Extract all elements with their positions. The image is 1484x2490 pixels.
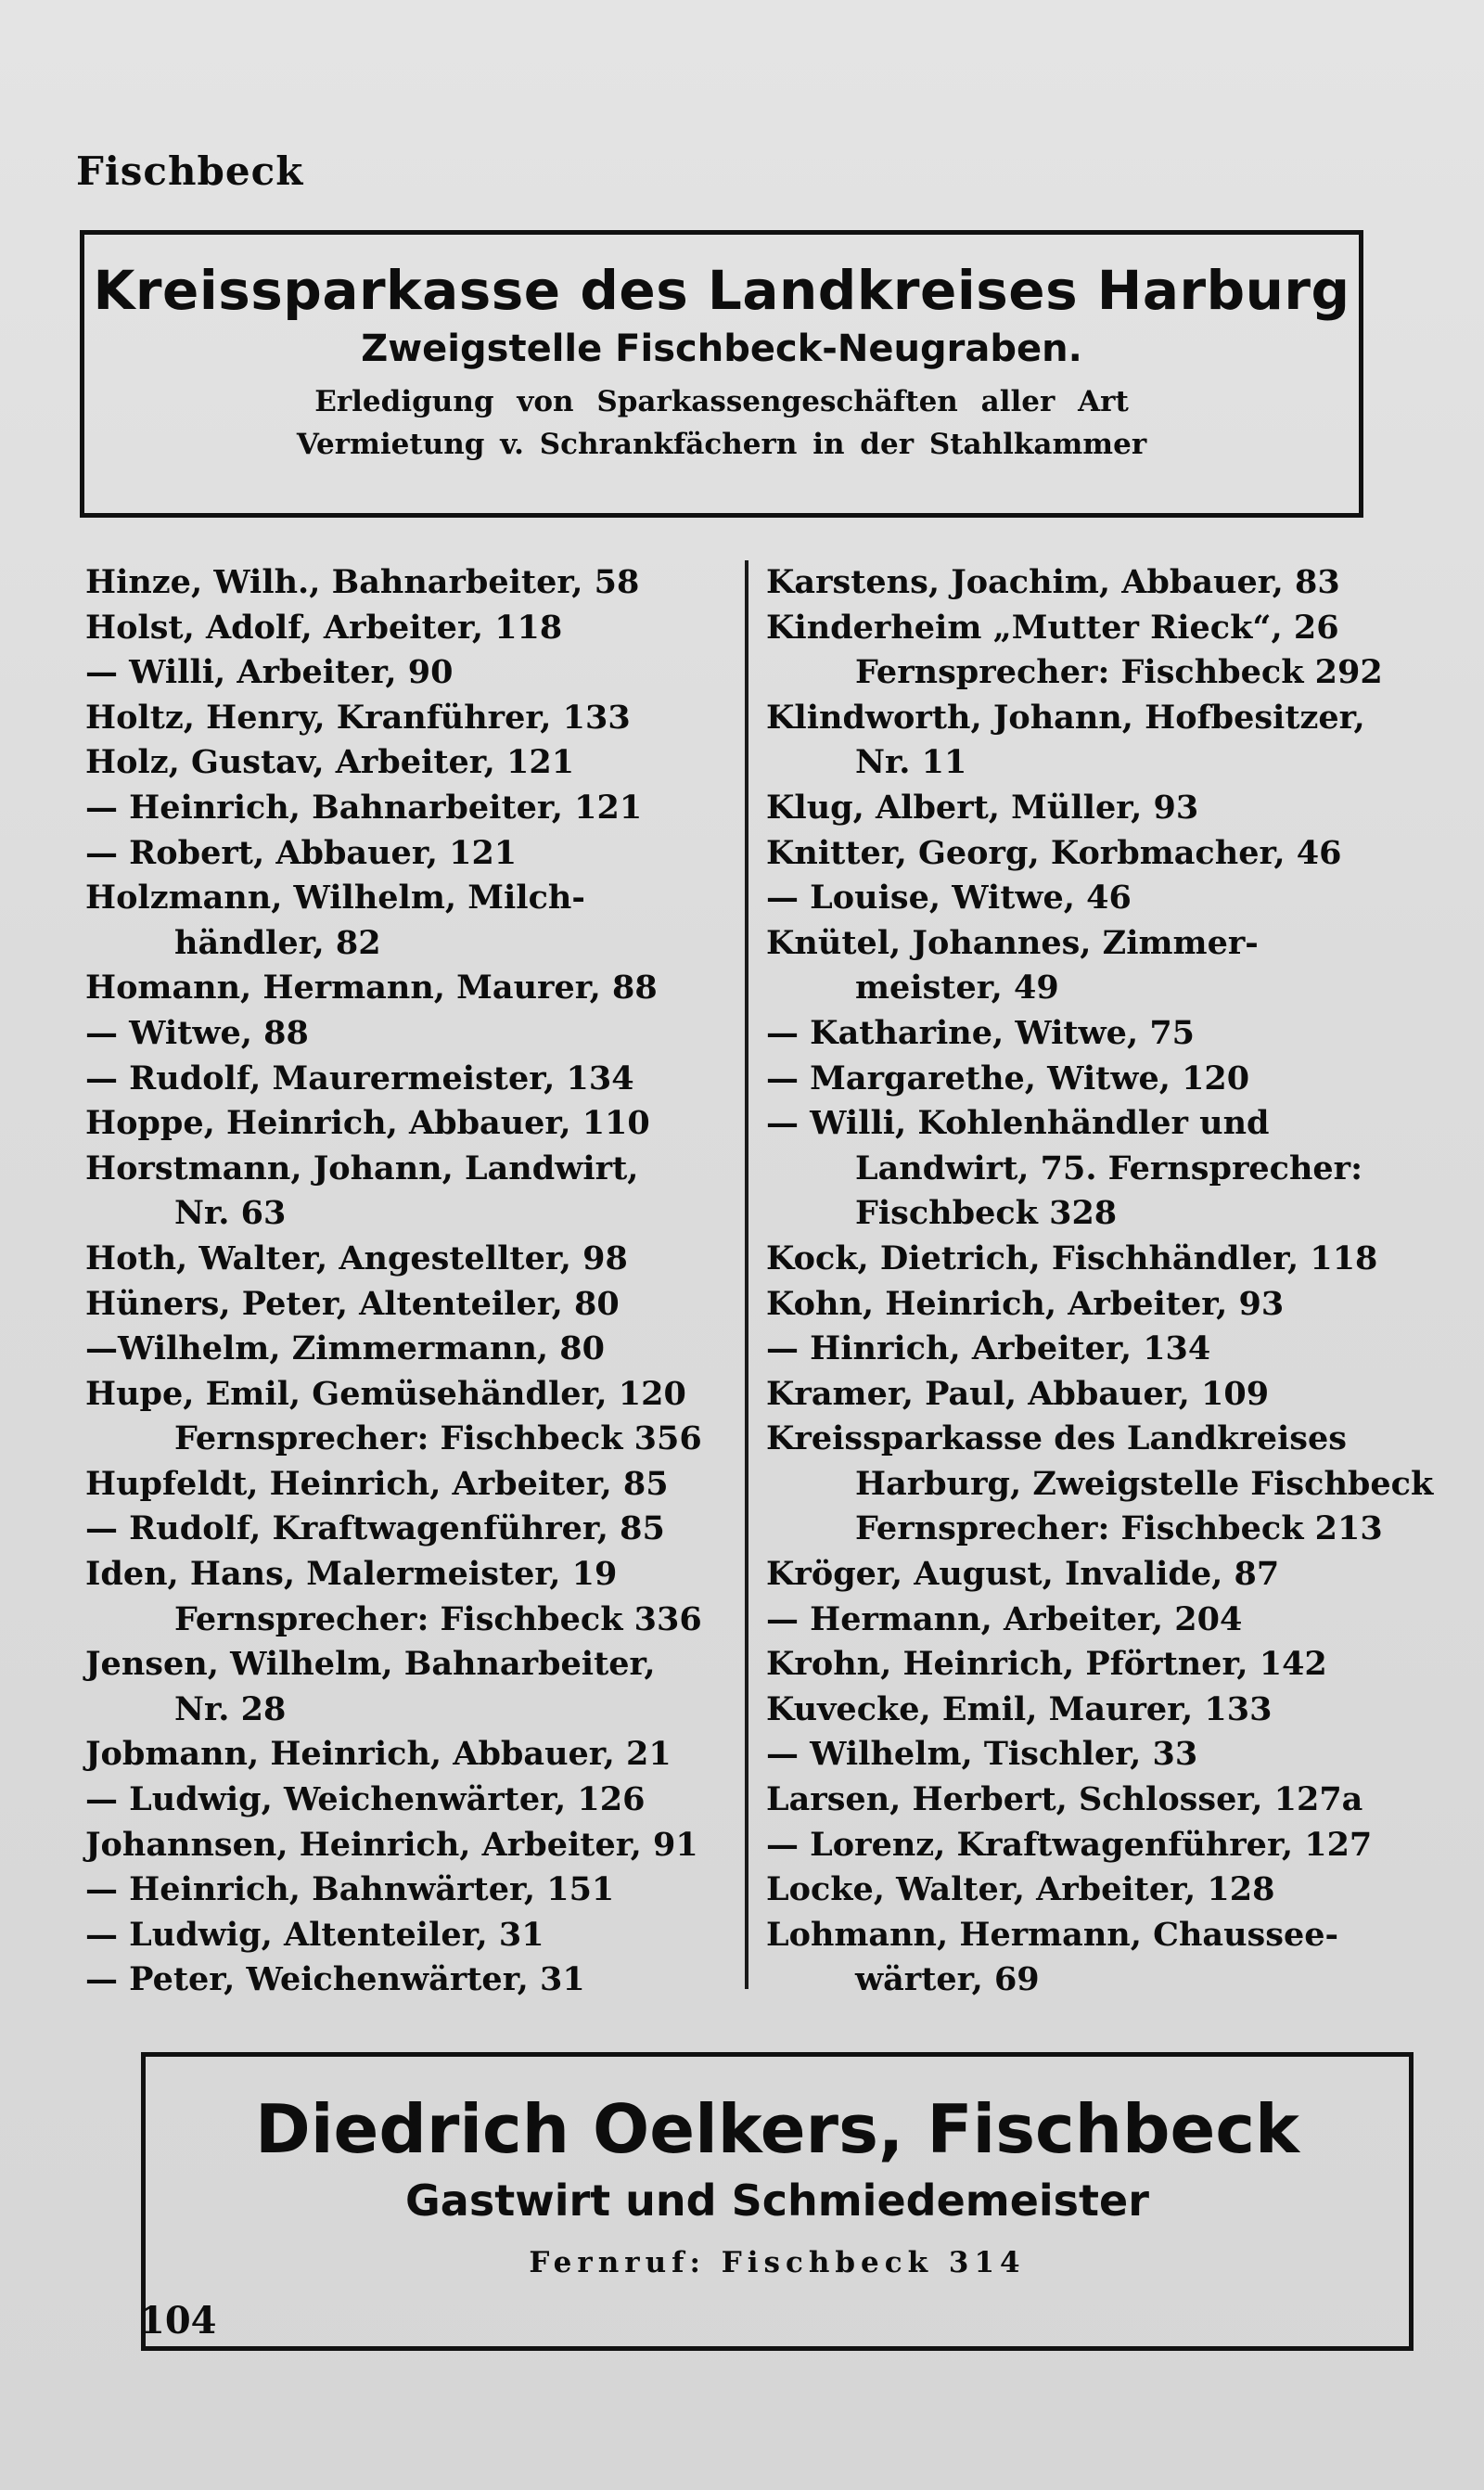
directory-entry: Larsen, Herbert, Schlosser, 127a bbox=[766, 1780, 1363, 1819]
directory-entry: — Katharine, Witwe, 75 bbox=[766, 1013, 1196, 1052]
directory-entry: Kinderheim „Mutter Rieck“, 26 bbox=[766, 608, 1339, 647]
directory-entry: — Hinrich, Arbeiter, 134 bbox=[766, 1329, 1211, 1368]
directory-entry: Hinze, Wilh., Bahnarbeiter, 58 bbox=[85, 563, 640, 601]
directory-entry: wärter, 69 bbox=[855, 1960, 1040, 1999]
directory-entry: Holz, Gustav, Arbeiter, 121 bbox=[85, 743, 575, 782]
directory-entry: — Ludwig, Altenteiler, 31 bbox=[85, 1915, 544, 1954]
directory-entry: meister, 49 bbox=[855, 969, 1059, 1008]
directory-entry: Kuvecke, Emil, Maurer, 133 bbox=[766, 1689, 1273, 1728]
directory-entry: — Lorenz, Kraftwagenführer, 127 bbox=[766, 1825, 1373, 1864]
ad-top-title: Kreissparkasse des Landkreises Harburg bbox=[93, 259, 1350, 322]
directory-entry: Hüners, Peter, Altenteiler, 80 bbox=[85, 1284, 620, 1323]
ad-bottom-subtitle: Gastwirt und Schmiedemeister bbox=[405, 2176, 1149, 2226]
directory-entry: Kramer, Paul, Abbauer, 109 bbox=[766, 1374, 1270, 1413]
directory-entry: Knütel, Johannes, Zimmer- bbox=[766, 923, 1259, 962]
directory-entry: Jobmann, Heinrich, Abbauer, 21 bbox=[85, 1735, 672, 1774]
directory-entry: Jensen, Wilhelm, Bahnarbeiter, bbox=[85, 1645, 656, 1684]
directory-entry: Krohn, Heinrich, Pförtner, 142 bbox=[766, 1645, 1327, 1684]
directory-entry: Johannsen, Heinrich, Arbeiter, 91 bbox=[85, 1825, 698, 1864]
directory-entry: —Wilhelm, Zimmermann, 80 bbox=[85, 1329, 605, 1368]
directory-entry: Klindworth, Johann, Hofbesitzer, bbox=[766, 698, 1365, 737]
directory-entry: Holst, Adolf, Arbeiter, 118 bbox=[85, 608, 563, 647]
directory-entry: Lohmann, Hermann, Chaussee- bbox=[766, 1915, 1339, 1954]
directory-entry: Fernsprecher: Fischbeck 336 bbox=[174, 1599, 702, 1638]
directory-entry: — Louise, Witwe, 46 bbox=[766, 879, 1132, 918]
ad-bottom-phone: Fernruf: Fischbeck 314 bbox=[529, 2246, 1026, 2279]
directory-entry: Harburg, Zweigstelle Fischbeck bbox=[855, 1464, 1434, 1503]
ad-top-subtitle: Zweigstelle Fischbeck-Neugraben. bbox=[361, 327, 1082, 370]
directory-entry: Landwirt, 75. Fernsprecher: bbox=[855, 1149, 1363, 1187]
directory-entry: — Ludwig, Weichenwärter, 126 bbox=[85, 1780, 646, 1819]
directory-entry: — Margarethe, Witwe, 120 bbox=[766, 1059, 1250, 1097]
directory-entry: Nr. 11 bbox=[855, 743, 967, 782]
ad-bottom-title: Diedrich Oelkers, Fischbeck bbox=[255, 2090, 1299, 2168]
directory-entry: Nr. 28 bbox=[174, 1689, 287, 1728]
directory-entry: Kröger, August, Invalide, 87 bbox=[766, 1555, 1280, 1594]
page-number: 104 bbox=[139, 2299, 217, 2342]
directory-entry: Fischbeck 328 bbox=[855, 1194, 1118, 1233]
directory-entry: Horstmann, Johann, Landwirt, bbox=[85, 1149, 639, 1187]
directory-entry: — Peter, Weichenwärter, 31 bbox=[85, 1960, 585, 1999]
ad-top-services: Erledigung von Sparkassengeschäften aller Art bbox=[314, 385, 1129, 418]
column-divider bbox=[745, 560, 748, 1989]
directory-entry: Nr. 63 bbox=[174, 1194, 287, 1233]
directory-entry: — Witwe, 88 bbox=[85, 1013, 309, 1052]
directory-entry: — Heinrich, Bahnwärter, 151 bbox=[85, 1870, 615, 1909]
directory-entry: — Willi, Kohlenhändler und bbox=[766, 1104, 1270, 1143]
directory-entry: Hoth, Walter, Angestellter, 98 bbox=[85, 1239, 628, 1277]
directory-entry: händler, 82 bbox=[174, 923, 381, 962]
directory-entry: Homann, Hermann, Maurer, 88 bbox=[85, 969, 658, 1008]
directory-entry: Knitter, Georg, Korbmacher, 46 bbox=[766, 833, 1342, 872]
sparkasse-advertisement bbox=[80, 230, 1363, 518]
running-header: Fischbeck bbox=[76, 148, 304, 194]
directory-entry: Kock, Dietrich, Fischhändler, 118 bbox=[766, 1239, 1378, 1277]
directory-entry: Hoppe, Heinrich, Abbauer, 110 bbox=[85, 1104, 650, 1143]
oelkers-advertisement bbox=[141, 2052, 1414, 2351]
directory-entry: — Wilhelm, Tischler, 33 bbox=[766, 1735, 1198, 1774]
directory-entry: — Heinrich, Bahnarbeiter, 121 bbox=[85, 788, 643, 827]
directory-entry: — Willi, Arbeiter, 90 bbox=[85, 653, 454, 692]
directory-entry: Fernsprecher: Fischbeck 292 bbox=[855, 653, 1383, 692]
directory-entry: — Rudolf, Kraftwagenführer, 85 bbox=[85, 1509, 665, 1548]
directory-entry: Iden, Hans, Malermeister, 19 bbox=[85, 1555, 618, 1594]
directory-entry: Hupe, Emil, Gemüsehändler, 120 bbox=[85, 1374, 686, 1413]
directory-entry: — Hermann, Arbeiter, 204 bbox=[766, 1599, 1243, 1638]
directory-entry: Fernsprecher: Fischbeck 213 bbox=[855, 1509, 1383, 1548]
directory-entry: Kreissparkasse des Landkreises bbox=[766, 1419, 1347, 1458]
directory-entry: Holtz, Henry, Kranführer, 133 bbox=[85, 698, 631, 737]
directory-column-right bbox=[766, 560, 1434, 2003]
directory-entry: Klug, Albert, Müller, 93 bbox=[766, 788, 1199, 827]
directory-entry: Locke, Walter, Arbeiter, 128 bbox=[766, 1870, 1275, 1909]
directory-entry: Hupfeldt, Heinrich, Arbeiter, 85 bbox=[85, 1464, 669, 1503]
ad-top-rental: Vermietung v. Schrankfächern in der Stahlkammer bbox=[296, 428, 1147, 461]
directory-entry: Holzmann, Wilhelm, Milch- bbox=[85, 879, 585, 918]
directory-entry: Kohn, Heinrich, Arbeiter, 93 bbox=[766, 1284, 1285, 1323]
directory-entry: — Robert, Abbauer, 121 bbox=[85, 833, 518, 872]
directory-entry: Fernsprecher: Fischbeck 356 bbox=[174, 1419, 702, 1458]
directory-entry: — Rudolf, Maurermeister, 134 bbox=[85, 1059, 634, 1097]
directory-column-left bbox=[85, 560, 725, 2003]
directory-entry: Karstens, Joachim, Abbauer, 83 bbox=[766, 563, 1340, 601]
